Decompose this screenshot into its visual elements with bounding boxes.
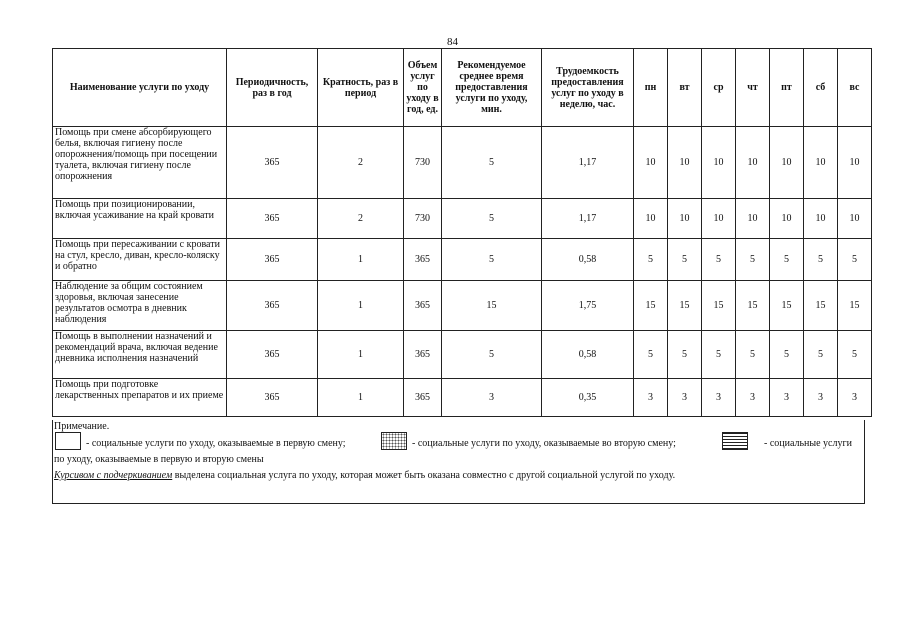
service-name-cell: Помощь при позиционировании, включая усаживание на край кровати: [53, 199, 227, 239]
header-cell: Периодичность, раз в год: [227, 49, 318, 127]
table-row: [53, 239, 872, 281]
table-cell: 5: [442, 331, 542, 379]
header-cell: Трудоемкость предоставления услуг по уходу в неделю, час.: [542, 49, 634, 127]
table-cell: 1: [318, 281, 404, 331]
header-cell: пт: [770, 49, 804, 127]
header-cell: вс: [838, 49, 872, 127]
table-row: [53, 331, 872, 379]
table-cell: 365: [404, 331, 442, 379]
header-cell: чт: [736, 49, 770, 127]
header-cell: Наименование услуги по уходу: [53, 49, 227, 127]
both-shifts-swatch-icon: [722, 432, 748, 450]
header-cell: Кратность, раз в период: [318, 49, 404, 127]
table-cell: 5: [442, 127, 542, 199]
table-cell: 3: [804, 379, 838, 417]
table-cell: 15: [442, 281, 542, 331]
table-cell: 5: [736, 239, 770, 281]
table-row: [53, 281, 872, 331]
table-cell: 365: [404, 281, 442, 331]
service-name-cell: Помощь в выполнении назначений и рекомендаций врача, включая ведение дневника исполнения назначений: [53, 331, 227, 379]
page-number: 84: [447, 36, 458, 48]
header-cell: Объем услуг по уходу в год, ед.: [404, 49, 442, 127]
table-cell: 3: [736, 379, 770, 417]
header-cell: сб: [804, 49, 838, 127]
italic-underlined-label: Курсивом с подчеркиванием: [54, 470, 173, 481]
table-cell: 15: [838, 281, 872, 331]
table-cell: 1: [318, 239, 404, 281]
table-cell: 2: [318, 127, 404, 199]
table-cell: 365: [227, 239, 318, 281]
legend-both-shifts-cont: по уходу, оказываемые в первую и вторую смены: [54, 454, 264, 465]
table-cell: 1,17: [542, 199, 634, 239]
table-cell: 10: [668, 199, 702, 239]
header-cell: вт: [668, 49, 702, 127]
service-name-cell: Помощь при пересаживании с кровати на стул, кресло, диван, кресло-коляску и обратно: [53, 239, 227, 281]
table-cell: 5: [770, 239, 804, 281]
table-cell: 730: [404, 127, 442, 199]
table-cell: 5: [770, 331, 804, 379]
table-cell: 0,58: [542, 239, 634, 281]
table-cell: 15: [804, 281, 838, 331]
legend-first-shift: - социальные услуги по уходу, оказываемые в первую смену;: [86, 438, 346, 449]
table-cell: 5: [804, 239, 838, 281]
second-shift-swatch-icon: [381, 432, 407, 450]
table-cell: 15: [634, 281, 668, 331]
header-cell: Рекомендуемое среднее время предоставления услуги по уходу, мин.: [442, 49, 542, 127]
legend-both-shifts: - социальные услуги: [764, 438, 852, 449]
table-cell: 3: [838, 379, 872, 417]
table-cell: 0,35: [542, 379, 634, 417]
table-cell: 365: [404, 379, 442, 417]
table-cell: 10: [736, 127, 770, 199]
table-cell: 3: [770, 379, 804, 417]
table-cell: 0,58: [542, 331, 634, 379]
italic-explanation: выделена социальная услуга по уходу, которая может быть оказана совместно с другой социальной услугой по уходу.: [172, 470, 676, 481]
table-cell: 1: [318, 379, 404, 417]
table-cell: 3: [634, 379, 668, 417]
table-cell: 5: [702, 331, 736, 379]
table-cell: 365: [227, 127, 318, 199]
table-cell: 10: [702, 127, 736, 199]
table-cell: 5: [838, 239, 872, 281]
table-cell: 1,75: [542, 281, 634, 331]
table-cell: 10: [770, 127, 804, 199]
table-cell: 15: [736, 281, 770, 331]
table-cell: 10: [634, 199, 668, 239]
table-cell: 5: [634, 331, 668, 379]
service-name-cell: Наблюдение за общим состоянием здоровья, включая занесение результатов осмотра в дневник наблюдения: [53, 281, 227, 331]
table-cell: 365: [227, 281, 318, 331]
table-cell: 10: [702, 199, 736, 239]
table-cell: 365: [227, 379, 318, 417]
first-shift-swatch-icon: [55, 432, 81, 450]
table-cell: 5: [668, 239, 702, 281]
header-row: [53, 49, 872, 127]
note-title: Примечание.: [54, 421, 110, 432]
care-services-table: [52, 48, 872, 417]
table-cell: 10: [804, 199, 838, 239]
table-cell: 5: [702, 239, 736, 281]
table-row: [53, 199, 872, 239]
table-cell: 3: [668, 379, 702, 417]
table-cell: 10: [838, 199, 872, 239]
table-cell: 1,17: [542, 127, 634, 199]
table-cell: 10: [770, 199, 804, 239]
table-cell: 5: [668, 331, 702, 379]
table-cell: 3: [702, 379, 736, 417]
table-cell: 10: [804, 127, 838, 199]
note-italic-line: [54, 470, 675, 481]
table-cell: 5: [804, 331, 838, 379]
legend: [54, 429, 862, 469]
table-cell: 1: [318, 331, 404, 379]
table-cell: 10: [736, 199, 770, 239]
note-section: [52, 420, 865, 504]
table-cell: 5: [442, 239, 542, 281]
table-cell: 15: [702, 281, 736, 331]
table-cell: 3: [442, 379, 542, 417]
table-cell: 15: [668, 281, 702, 331]
table-cell: 2: [318, 199, 404, 239]
table-cell: 365: [227, 331, 318, 379]
service-name-cell: Помощь при смене абсорбирующего белья, включая гигиену после опорожнения/помощь при посещении туалета, включая гигиену после опорожнения: [53, 127, 227, 199]
table-cell: 10: [634, 127, 668, 199]
table-cell: 730: [404, 199, 442, 239]
table-cell: 5: [838, 331, 872, 379]
table-cell: 5: [442, 199, 542, 239]
table-cell: 5: [736, 331, 770, 379]
header-cell: пн: [634, 49, 668, 127]
table-cell: 10: [838, 127, 872, 199]
legend-second-shift: - социальные услуги по уходу, оказываемые во вторую смену;: [412, 438, 676, 449]
table-cell: 10: [668, 127, 702, 199]
table-row: [53, 379, 872, 417]
table-cell: 5: [634, 239, 668, 281]
header-cell: ср: [702, 49, 736, 127]
table-cell: 15: [770, 281, 804, 331]
table-cell: 365: [227, 199, 318, 239]
service-name-cell: Помощь при подготовке лекарственных препаратов и их приеме: [53, 379, 227, 417]
table-cell: 365: [404, 239, 442, 281]
table-row: [53, 127, 872, 199]
